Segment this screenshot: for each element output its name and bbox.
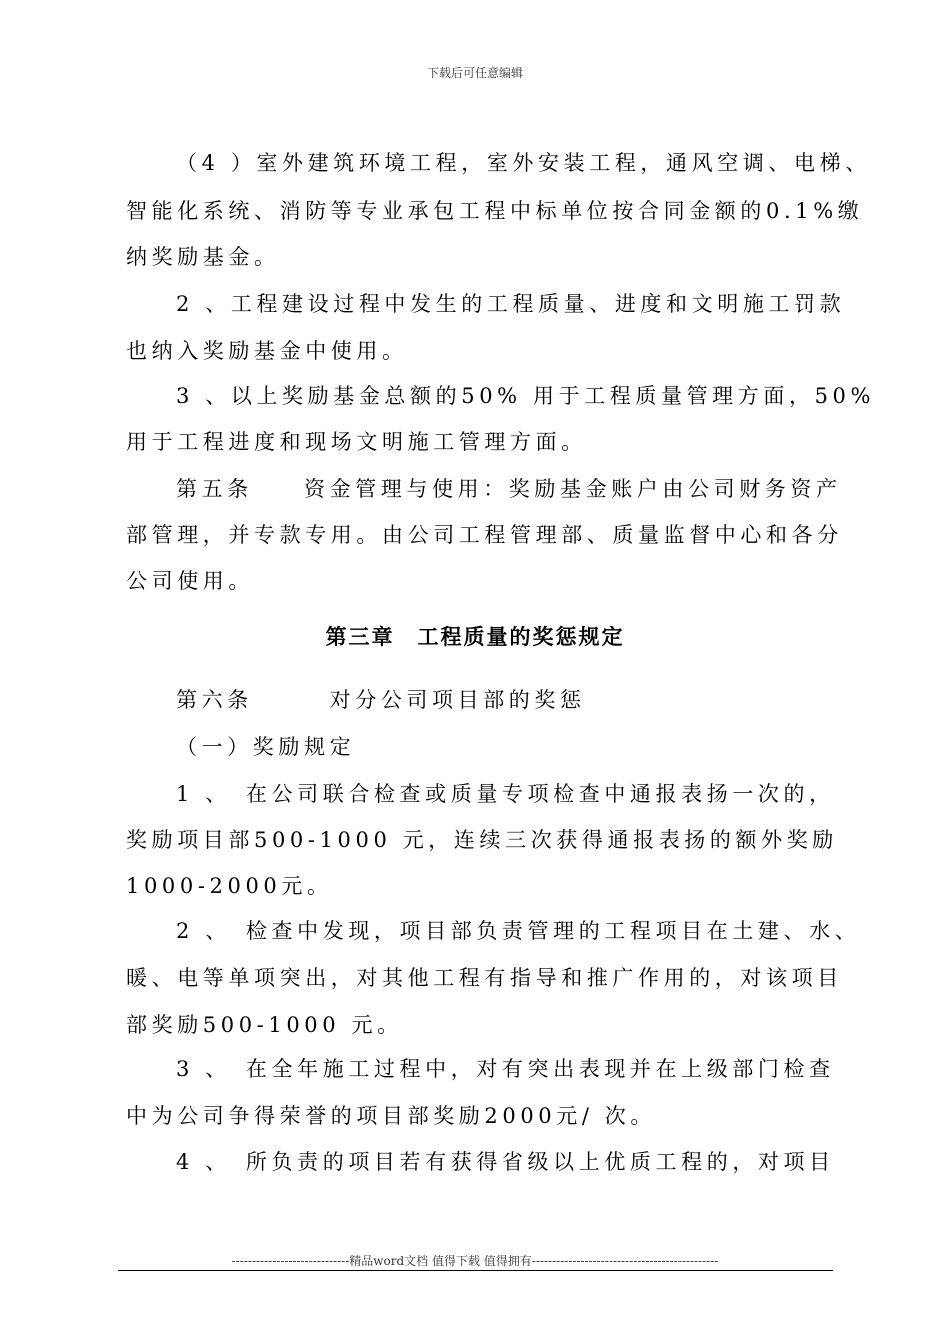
paragraph-line: 3 、 在全年施工过程中，对有突出表现并在上级部门检查 [176,1057,835,1081]
chapter-heading: 第三章 工程质量的奖惩规定 [325,625,625,649]
paragraph-line: （4 ）室外建筑环境工程，室外安装工程，通风空调、电梯、 [176,151,871,175]
paragraph-line: 4 、 所负责的项目若有获得省级以上优质工程的，对项目 [176,1150,835,1174]
paragraph-line: 1000-2000元。 [126,874,333,898]
paragraph-line: 2 、工程建设过程中发生的工程质量、进度和文明施工罚款 [176,292,846,316]
article-heading: 第六条 对分公司项目部的奖惩 [176,688,586,712]
paragraph-line: 中为公司争得荣誉的项目部奖励2000元/ 次。 [126,1104,656,1128]
page-header: 下载后可任意编辑 [426,66,523,80]
footer-rule [118,1270,833,1271]
paragraph-line: 纳奖励基金。 [126,245,280,269]
section-heading: （一）奖励规定 [176,735,356,759]
paragraph-line: 用于工程进度和现场文明施工管理方面。 [126,430,587,454]
paragraph-line: 第五条 资金管理与使用：奖励基金账户由公司财务资产 [176,477,842,501]
paragraph-line: 2 、 检查中发现，项目部负责管理的工程项目在土建、水、 [176,919,861,943]
paragraph-line: 也纳入奖励基金中使用。 [126,339,408,363]
paragraph-line: 3 、以上奖励基金总额的50% 用于工程质量管理方面，50% [176,384,876,408]
paragraph-line: 智能化系统、消防等专业承包工程中标单位按合同金额的0.1%缴 [126,199,864,223]
page-footer: -----------------------------精品word文档 值得下载 值得拥有---------------------------------------------- [231,1254,719,1268]
paragraph-line: 部奖励500-1000 元。 [126,1013,403,1037]
paragraph-line: 奖励项目部500-1000 元，连续三次获得通报表扬的额外奖励 [126,828,838,852]
paragraph-line: 公司使用。 [126,569,254,593]
paragraph-line: 暖、电等单项突出，对其他工程有指导和推广作用的，对该项目 [126,966,843,990]
paragraph-line: 部管理，并专款专用。由公司工程管理部、质量监督中心和各分 [126,523,843,547]
paragraph-line: 1 、 在公司联合检查或质量专项检查中通报表扬一次的， [176,782,835,806]
